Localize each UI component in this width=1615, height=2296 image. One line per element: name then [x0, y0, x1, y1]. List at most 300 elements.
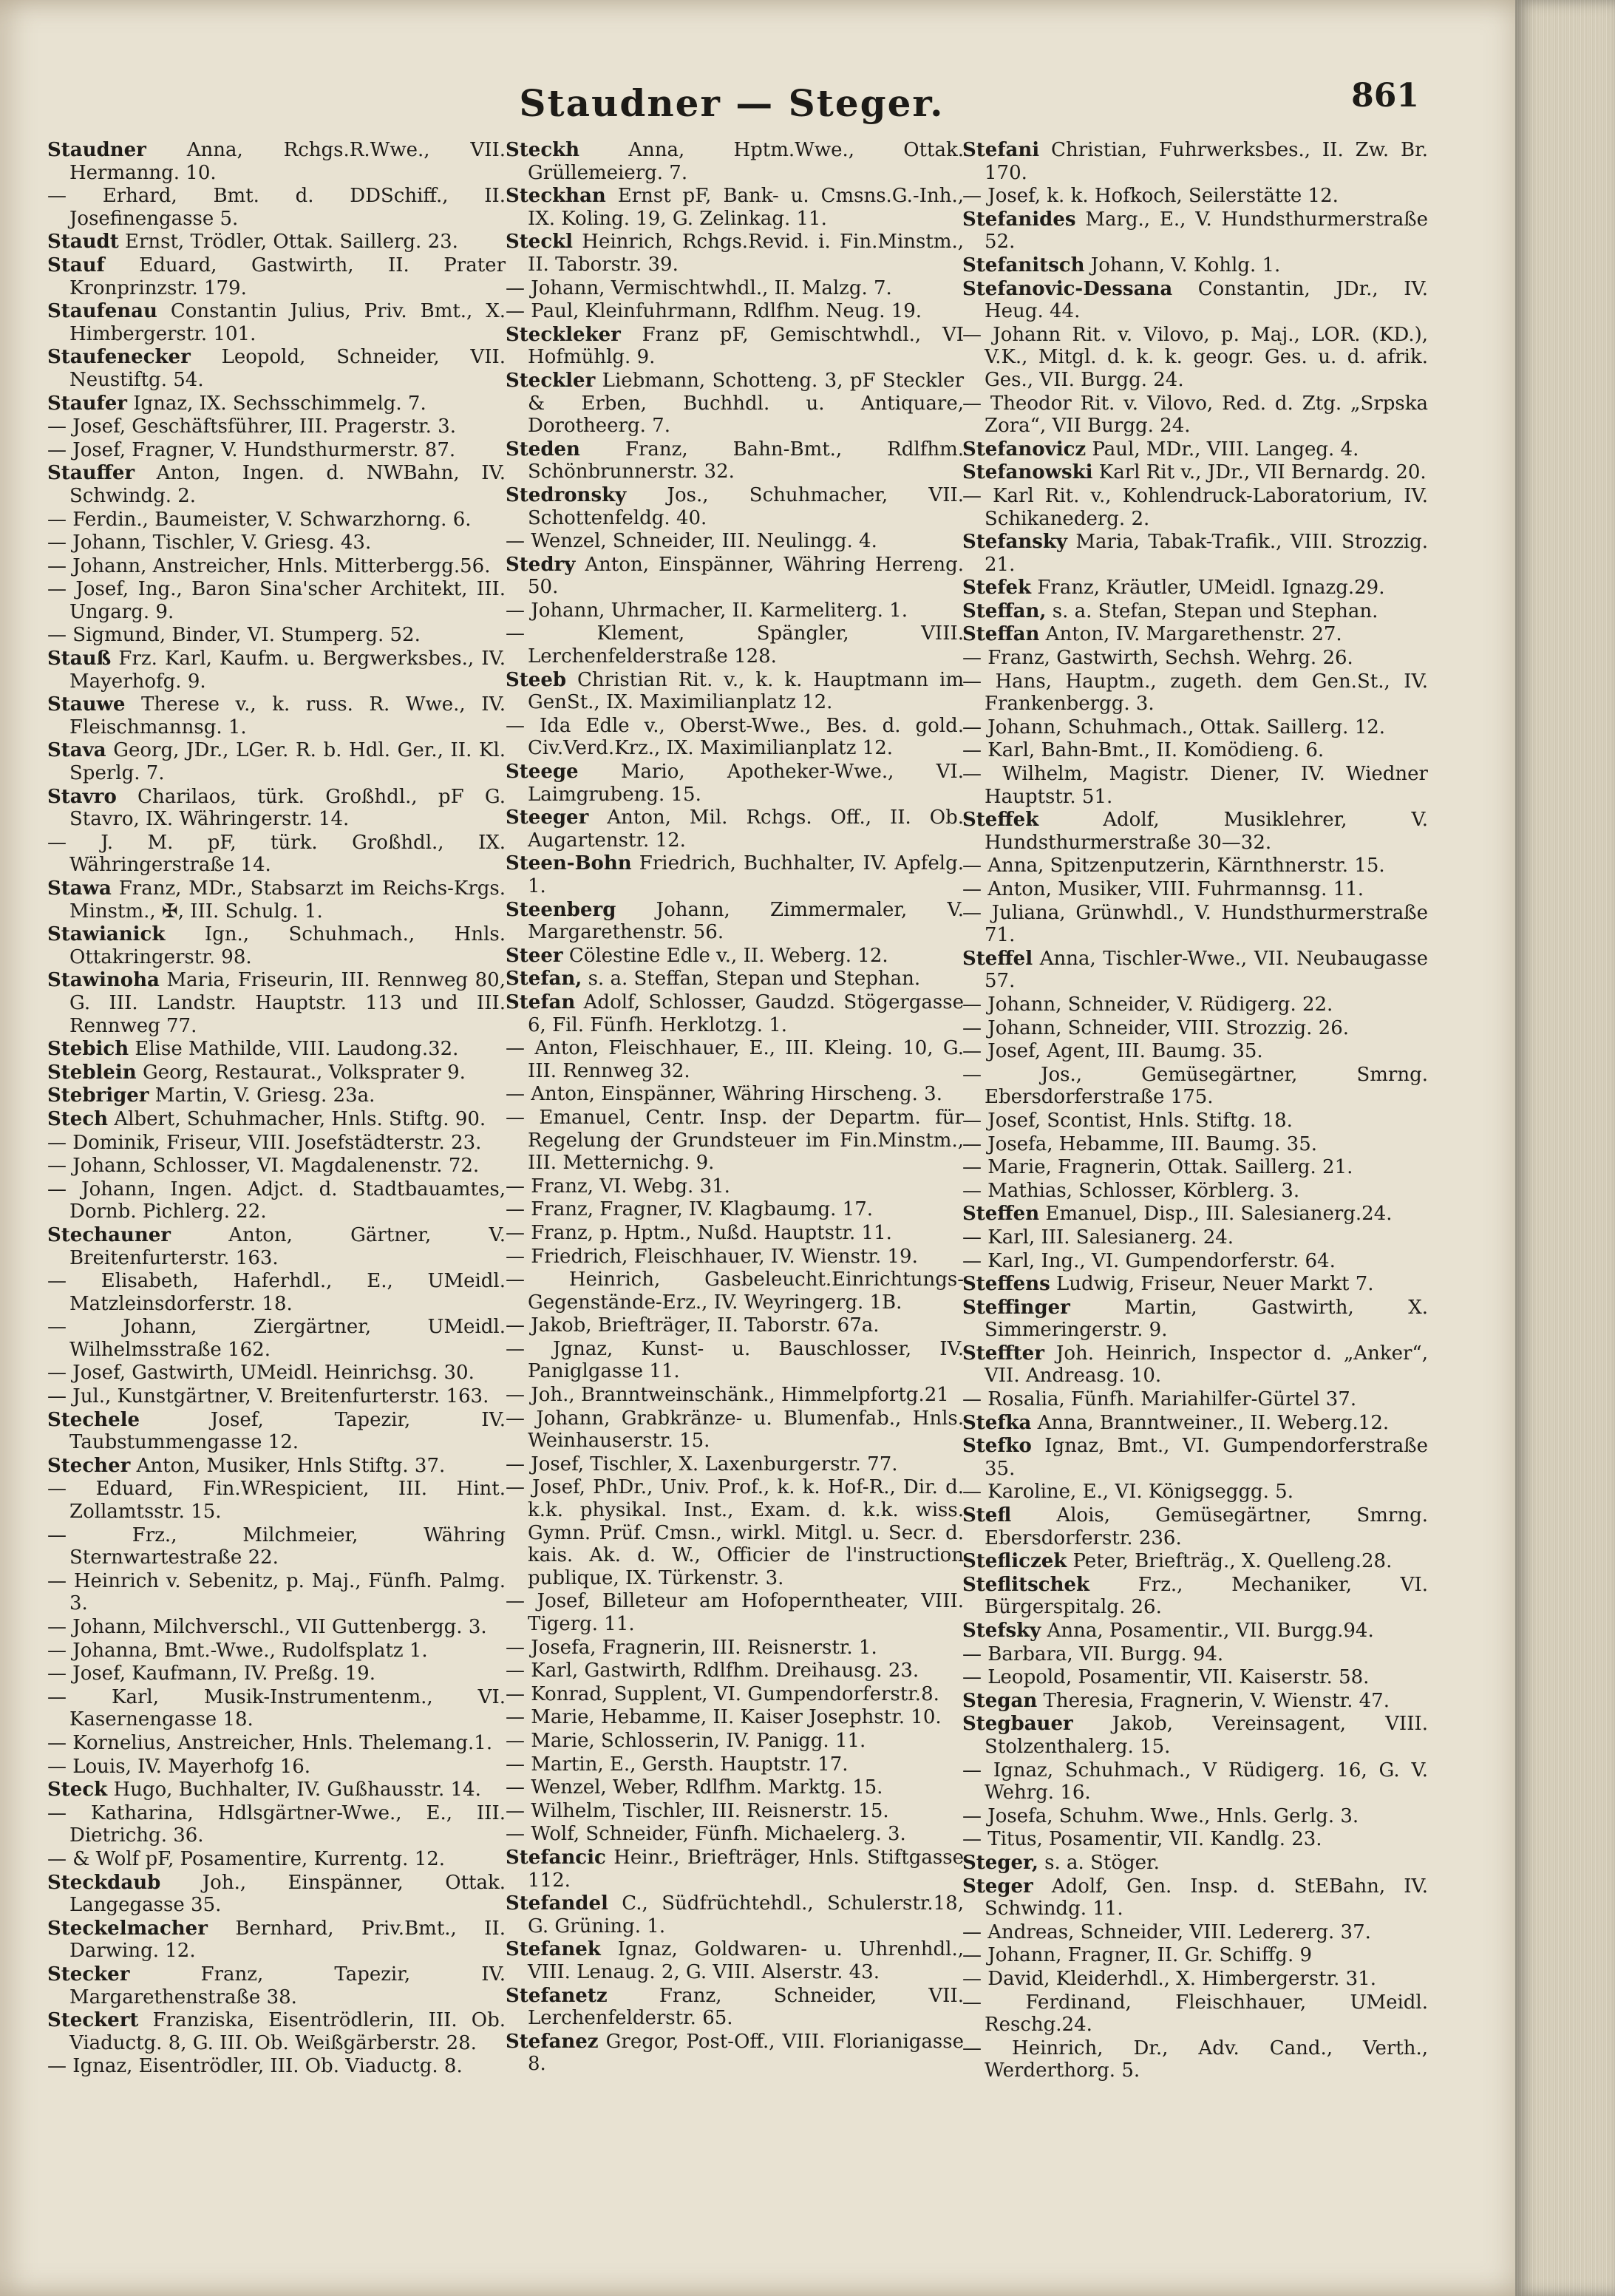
directory-entry — [47, 739, 506, 784]
entry-text: Ernst pF, Bank- u. Cmsns.G.-Inh., IX. Koling. 19, G. Zelinkag. 11. — [528, 185, 964, 230]
entry-text: Christian, Fuhrwerksbes., II. Zw. Br. 170. — [985, 139, 1428, 184]
entry-text: — Paul, Kleinfuhrmann, Rdlfhm. Neug. 19. — [506, 300, 922, 323]
entry-name: Stechele — [47, 1408, 140, 1431]
entry-text: Franz, MDr., Stabsarzt im Reichs-Krgs. Minstm., ✠, III. Schulg. 1. — [69, 877, 506, 923]
directory-entry — [506, 1453, 964, 1476]
directory-entry — [47, 1062, 506, 1084]
entry-text: — Joh., Branntweinschänk., Himmelpfortg.21 — [506, 1384, 949, 1407]
entry-text: — Josef, k. k. Hofkoch, Seilerstätte 12. — [962, 185, 1339, 208]
entry-text: Franz, Kräutler, UMeidl. Ignazg.29. — [1031, 577, 1385, 600]
entry-text: — Martin, E., Gersth. Hauptstr. 17. — [506, 1753, 849, 1776]
directory-entry — [962, 1180, 1428, 1203]
directory-entry — [962, 1342, 1428, 1388]
directory-entry — [47, 1918, 506, 1963]
directory-entry — [506, 1637, 964, 1660]
entry-text: — Wenzel, Weber, Rdlfhm. Marktg. 15. — [506, 1776, 883, 1799]
directory-entry — [47, 832, 506, 877]
entry-text: Franz pF, Gemischtwhdl., VI Hofmühlg. 9. — [528, 323, 964, 369]
directory-entry — [962, 1991, 1428, 2037]
entry-text: C., Südfrüchtehdl., Schulerstr.18, G. Grüning. 1. — [528, 1892, 964, 1937]
directory-entry — [47, 1178, 506, 1223]
directory-entry — [47, 1662, 506, 1685]
entry-text: Anna, Branntweiner., II. Weberg.12. — [1031, 1411, 1390, 1434]
directory-entry — [506, 1083, 964, 1106]
directory-entry — [506, 324, 964, 369]
entry-text: Jos., Schuhmacher, VII. Schottenfeldg. 40. — [528, 483, 964, 529]
entry-text: — Juliana, Grünwhdl., V. Hundsthurmerstraße 71. — [962, 901, 1428, 947]
entry-text: — Josef, Agent, III. Baumg. 35. — [962, 1040, 1263, 1063]
entry-text: — Barbara, VII. Burgg. 94. — [962, 1643, 1224, 1665]
entry-text: Franz, Schneider, VII. Lerchenfelderstr. 65. — [528, 1984, 964, 2030]
entry-name: Steeb — [506, 668, 567, 691]
entry-text: — Heinrich, Dr., Adv. Cand., Verth., Werderthorg. 5. — [962, 2037, 1428, 2082]
entry-name: Stefek — [962, 577, 1032, 600]
directory-entry — [47, 185, 506, 230]
entry-text: — Johann, Ziergärtner, UMeidl. Wilhelmsstraße 162. — [47, 1316, 506, 1361]
entry-text: — Dominik, Friseur, VIII. Josefstädterstr. 23. — [47, 1131, 482, 1154]
entry-text: Constantin Julius, Priv. Bmt., X. Himbergerstr. 101. — [69, 300, 506, 345]
directory-entry — [47, 462, 506, 507]
directory-entry — [962, 1250, 1428, 1273]
entry-name: Steck — [47, 1779, 108, 1801]
directory-entry — [47, 648, 506, 693]
entry-text: Ignaz, Goldwaren- u. Uhrenhdl., VIII. Lenaug. 2, G. VIII. Alserstr. 43. — [528, 1938, 964, 1983]
entry-name: Stawianick — [47, 923, 166, 946]
directory-entry — [962, 1805, 1428, 1828]
entry-text: — Wenzel, Schneider, III. Neulingg. 4. — [506, 530, 877, 553]
entry-text: — Ferdinand, Fleischhauer, UMeidl. Reschg.24. — [962, 1991, 1428, 2037]
directory-entry — [506, 1683, 964, 1706]
directory-entry — [506, 945, 964, 968]
entry-text: — Marie, Schlosserin, IV. Panigg. 11. — [506, 1729, 866, 1752]
entry-name: Steckleker — [506, 323, 621, 346]
entry-name: Stefanek — [506, 1938, 601, 1961]
entry-text: Anton, Mil. Rchgs. Off., II. Ob. Augartenstr. 12. — [528, 806, 964, 852]
directory-entry — [506, 139, 964, 184]
entry-name: Steger, — [962, 1851, 1038, 1874]
entry-text: — Josef, Fragner, V. Hundsthurmerstr. 87. — [47, 438, 456, 461]
entry-text: Anton, Einspänner, Währing Herreng. 50. — [528, 553, 964, 599]
entry-name: Steckl — [506, 231, 574, 254]
directory-entry — [506, 715, 964, 760]
entry-name: Stefancic — [506, 1846, 606, 1869]
directory-entry — [962, 1875, 1428, 1920]
entry-text: Franz, Bahn-Bmt., Rdlfhm. Schönbrunnerstr. 32. — [528, 438, 964, 483]
entry-text: s. a. Stefan, Stepan und Stephan. — [1046, 600, 1378, 622]
entry-name: Steffen — [962, 1203, 1040, 1226]
entry-name: Stauß — [47, 648, 112, 670]
entry-text: — Johann, Uhrmacher, II. Karmeliterg. 1. — [506, 599, 908, 622]
entry-name: Steffek — [962, 809, 1039, 832]
entry-name: Stauwe — [47, 693, 126, 716]
entry-name: Steege — [506, 761, 579, 784]
entry-text: — Johann Rit. v. Vilovo, p. Maj., LOR. (KD.), V.K., Mitgl. d. k. k. geogr. Ges. u. d. afrik. Ges., VII. Burgg. 24. — [962, 323, 1428, 391]
directory-entry — [962, 1828, 1428, 1851]
directory-entry — [47, 393, 506, 415]
directory-entry — [506, 554, 964, 599]
directory-entry — [506, 968, 964, 991]
entry-name: Stefandel — [506, 1892, 608, 1915]
entry-name: Steffan — [962, 623, 1040, 646]
directory-entry — [506, 185, 964, 230]
entry-text: Adolf, Gen. Insp. d. StEBahn, IV. Schwindg. 11. — [985, 1875, 1428, 1920]
directory-entry — [506, 669, 964, 714]
directory-entry — [962, 1133, 1428, 1156]
entry-name: Steckelmacher — [47, 1917, 208, 1940]
directory-entry — [506, 484, 964, 529]
entry-text: Bernhard, Priv.Bmt., II. Darwing. 12. — [69, 1917, 506, 1963]
entry-name: Stedry — [506, 553, 576, 576]
directory-entry — [506, 1268, 964, 1314]
directory-entry — [506, 1037, 964, 1082]
directory-entry — [962, 438, 1428, 461]
entry-text: — Elisabeth, Haferhdl., E., UMeidl. Matzleinsdorferstr. 18. — [47, 1270, 506, 1315]
entry-text: — Marie, Hebamme, II. Kaiser Josephstr. 10. — [506, 1706, 942, 1729]
entry-text: Martin, V. Griesg. 23a. — [149, 1084, 375, 1107]
entry-text: — Karl, III. Salesianerg. 24. — [962, 1226, 1234, 1249]
entry-text: Charilaos, türk. Großhdl., pF G. Stavro, IX. Währingerstr. 14. — [69, 785, 506, 831]
directory-entry — [47, 531, 506, 554]
entry-text: Constantin, JDr., IV. Heug. 44. — [985, 277, 1428, 323]
entry-text: — Jos., Gemüsegärtner, Smrng. Ebersdorferstraße 175. — [962, 1063, 1428, 1109]
entry-text: — Josef, Tischler, X. Laxenburgerstr. 77. — [506, 1453, 898, 1475]
entry-text: — Theodor Rit. v. Vilovo, Red. d. Ztg. „Srpska Zora“, VII Burgg. 24. — [962, 392, 1428, 438]
entry-text: Martin, Gastwirth, X. Simmeringerstr. 9. — [985, 1296, 1428, 1342]
directory-entry — [47, 1872, 506, 1917]
directory-entry — [506, 1107, 964, 1175]
entry-name: Stefliczek — [962, 1550, 1067, 1573]
directory-entry — [47, 1616, 506, 1639]
entry-text: Anna, Tischler-Wwe., VII. Neubaugasse 57. — [985, 947, 1428, 993]
directory-entry — [506, 1847, 964, 1892]
entry-text: Georg, JDr., LGer. R. b. Hdl. Ger., II. Kl. Sperlg. 7. — [69, 739, 506, 785]
entry-text: Paul, MDr., VIII. Langeg. 4. — [1086, 438, 1359, 461]
directory-entry — [962, 1620, 1428, 1643]
entry-name: Stefanetz — [506, 1984, 608, 2007]
directory-entry — [47, 1084, 506, 1107]
directory-entry — [962, 1297, 1428, 1342]
directory-entry — [506, 231, 964, 276]
entry-name: Stawa — [47, 877, 112, 900]
entry-text: — Ida Edle v., Oberst-Wwe., Bes. d. gold. Civ.Verd.Krz., IX. Maximilianplatz 12. — [506, 714, 964, 760]
directory-entry — [47, 1963, 506, 2008]
directory-entry — [47, 877, 506, 923]
entry-name: Stefan — [506, 991, 576, 1013]
directory-entry — [506, 1753, 964, 1776]
directory-entry — [47, 1802, 506, 1847]
entry-name: Stauffer — [47, 462, 135, 485]
directory-entry — [47, 1362, 506, 1385]
directory-entry — [962, 1388, 1428, 1411]
entry-text: Therese v., k. russ. R. Wwe., IV. Fleischmannsg. 1. — [69, 693, 506, 738]
entry-text: Johann, Zimmermaler, V. Margarethenstr. 56. — [528, 898, 964, 944]
entry-text: — Ignaz, Schuhmach., V Rüdigerg. 16, G. V. Wehrg. 16. — [962, 1759, 1428, 1804]
entry-name: Steffens — [962, 1273, 1050, 1296]
entry-text: — Johann, Anstreicher, Hnls. Mitterbergg.56. — [47, 554, 491, 577]
entry-text: — Heinrich v. Sebenitz, p. Maj., Fünfh. Palmg. 3. — [47, 1569, 506, 1615]
entry-name: Steden — [506, 438, 580, 461]
directory-entry — [47, 1038, 506, 1061]
page-header — [44, 71, 1419, 130]
entry-name: Steenberg — [506, 898, 616, 921]
entry-text: — Josef, Kaufmann, IV. Preßg. 19. — [47, 1662, 375, 1685]
entry-name: Stecker — [47, 1963, 130, 1986]
directory-entry — [962, 577, 1428, 600]
directory-entry — [506, 300, 964, 323]
entry-text: Franziska, Eisentrödlerin, III. Ob. Viaductg. 8, G. III. Ob. Weißgärberstr. 28. — [69, 2009, 506, 2054]
directory-entry — [506, 1776, 964, 1799]
entry-text: Joh., Einspänner, Ottak. Langegasse 35. — [69, 1871, 506, 1917]
directory-entry — [47, 2055, 506, 2078]
directory-entry — [47, 923, 506, 968]
entry-text: — Ferdin., Baumeister, V. Schwarzhorng. 6. — [47, 508, 472, 531]
directory-entry — [506, 1175, 964, 1198]
directory-entry — [506, 1938, 964, 1983]
entry-text: Frz., Mechaniker, VI. Bürgerspitalg. 26. — [985, 1573, 1428, 1619]
entry-name: Steffan, — [962, 600, 1047, 622]
directory-entry — [962, 485, 1428, 530]
directory-entry — [47, 1848, 506, 1871]
entry-text: — Konrad, Supplent, VI. Gumpendorferstr.8. — [506, 1682, 939, 1705]
entry-name: Staufenecker — [47, 346, 191, 369]
entry-name: Steckler — [506, 369, 596, 392]
directory-entry — [962, 1203, 1428, 1226]
directory-entry — [962, 1921, 1428, 1944]
entry-name: Stefansky — [962, 531, 1068, 554]
entry-text: Josef, Tapezir, IV. Taubstummengasse 12. — [69, 1408, 506, 1454]
directory-entry — [506, 1660, 964, 1682]
directory-entry — [962, 461, 1428, 484]
entry-text: Albert, Schuhmacher, Hnls. Stiftg. 90. — [108, 1107, 486, 1130]
directory-entry — [47, 2009, 506, 2054]
entry-name: Steckdaub — [47, 1871, 161, 1894]
directory-entry — [47, 1385, 506, 1408]
directory-entry — [506, 1407, 964, 1453]
entry-text: — Frz., Milchmeier, Währing Sternwartestraße 22. — [47, 1524, 506, 1569]
directory-entry — [47, 231, 506, 254]
entry-text: Karl Rit v., JDr., VII Bernardg. 20. — [1092, 461, 1427, 484]
entry-text: — Kornelius, Anstreicher, Hnls. Thelemang.1. — [47, 1731, 493, 1754]
directory-entry — [962, 1968, 1428, 1991]
directory-entry — [962, 1643, 1428, 1666]
directory-entry — [506, 1892, 964, 1937]
entry-name: Steckh — [506, 139, 580, 161]
directory-entry — [47, 415, 506, 438]
entry-text: — Heinrich, Gasbeleucht.Einrichtungs-Gegenstände-Erz., IV. Weyringerg. 1B. — [506, 1268, 964, 1314]
directory-entry — [506, 1985, 964, 2030]
entry-name: Stauf — [47, 254, 105, 276]
entry-name: Stefsky — [962, 1620, 1041, 1642]
entry-text: — Johann, Schneider, VIII. Strozzig. 26. — [962, 1016, 1349, 1039]
directory-entry — [962, 647, 1428, 670]
directory-entry — [47, 555, 506, 578]
directory-entry — [962, 855, 1428, 877]
directory-entry — [47, 1270, 506, 1315]
entry-name: Stawinoha — [47, 969, 160, 992]
directory-entry — [506, 530, 964, 553]
entry-name: Steflitschek — [962, 1573, 1090, 1596]
entry-text: — Josefa, Hebamme, III. Baumg. 35. — [962, 1132, 1318, 1155]
entry-text: — Johann, Schlosser, VI. Magdalenenstr. 72. — [47, 1155, 480, 1178]
entry-name: Steeger — [506, 806, 589, 829]
entry-text: — Johann, Fragner, II. Gr. Schiffg. 9 — [962, 1944, 1313, 1967]
directory-entry — [962, 763, 1428, 808]
directory-entry — [47, 1455, 506, 1478]
entry-name: Stefanitsch — [962, 254, 1085, 276]
entry-text: Marg., E., V. Hundsthurmerstraße 52. — [985, 208, 1428, 254]
directory-entry — [962, 1944, 1428, 1967]
directory-entry — [962, 1690, 1428, 1713]
directory-entry — [506, 1222, 964, 1245]
entry-text: — Johann, Vermischtwhdl., II. Malzg. 7. — [506, 276, 892, 299]
directory-entry — [506, 1198, 964, 1221]
entry-text: Adolf, Schlosser, Gaudzd. Stögergasse 6, Fil. Fünfh. Herklotzg. 1. — [528, 991, 964, 1036]
entry-text: Liebmann, Schotteng. 3, pF Steckler & Erben, Buchhdl. u. Antiquare, Dorotheerg. 7. — [528, 369, 964, 438]
directory-entry — [47, 509, 506, 531]
directory-entry — [962, 716, 1428, 739]
entry-text: — Emanuel, Centr. Insp. der Departm. für Regelung der Grundsteuer im Fin.Minstm., III. Metternichg. 9. — [506, 1106, 964, 1175]
directory-entry — [962, 1017, 1428, 1040]
directory-entry — [47, 1524, 506, 1569]
entry-text: — Hans, Hauptm., zugeth. dem Gen.St., IV. Frankenbergg. 3. — [962, 670, 1428, 716]
directory-entry — [962, 1273, 1428, 1296]
directory-entry — [47, 1478, 506, 1523]
directory-entry — [47, 624, 506, 647]
entry-name: Staufenau — [47, 300, 157, 323]
directory-entry — [962, 531, 1428, 576]
entry-name: Steckert — [47, 2009, 139, 2032]
directory-entry — [47, 254, 506, 299]
entry-text: — Johann, Milchverschl., VII Guttenbergg. 3. — [47, 1616, 487, 1638]
entry-name: Stebich — [47, 1038, 129, 1061]
directory-entry — [506, 277, 964, 300]
entry-text: — Sigmund, Binder, VI. Stumperg. 52. — [47, 624, 421, 647]
directory-entry — [962, 393, 1428, 438]
directory-entry — [506, 1476, 964, 1589]
entry-text: — Wilhelm, Tischler, III. Reisnerstr. 15. — [506, 1799, 889, 1822]
entry-name: Stefanovicz — [962, 438, 1087, 461]
directory-entry — [506, 806, 964, 852]
directory-entry — [47, 1409, 506, 1454]
entry-text: Anna, Posamentir., VII. Burgg.94. — [1041, 1620, 1374, 1642]
directory-entry — [962, 902, 1428, 947]
entry-text: — Josef, Ing., Baron Sina'scher Architekt, III. Ungarg. 9. — [47, 578, 506, 623]
entry-name: Steffel — [962, 947, 1033, 970]
directory-entry — [506, 761, 964, 806]
directory-entry — [962, 185, 1428, 208]
entry-text: — Josef, Gastwirth, UMeidl. Heinrichsg. 30. — [47, 1362, 475, 1385]
entry-text: — Karl, Bahn-Bmt., II. Komödieng. 6. — [962, 739, 1325, 762]
entry-name: Steckhan — [506, 185, 606, 208]
entry-text: — Josef, Scontist, Hnls. Stiftg. 18. — [962, 1109, 1293, 1132]
entry-text: Maria, Friseurin, III. Rennweg 80, G. III. Landstr. Hauptstr. 113 und III. Rennweg 77. — [69, 969, 506, 1037]
directory-entry — [962, 670, 1428, 716]
entry-text: — Eduard, Fin.WRespicient, III. Hint. Zollamtsstr. 15. — [47, 1478, 506, 1524]
entry-text: Alois, Gemüsegärtner, Smrng. Ebersdorferstr. 236. — [985, 1504, 1428, 1549]
directory-entry — [506, 600, 964, 622]
directory-entry — [47, 1570, 506, 1615]
entry-text: Georg, Restaurat., Volksprater 9. — [136, 1061, 466, 1084]
book-page-edges — [1515, 0, 1615, 2296]
entry-text: Joh. Heinrich, Inspector d. „Anker“, VII. Andreasg. 10. — [985, 1342, 1428, 1388]
entry-text: — Wolf, Schneider, Fünfh. Michaelerg. 3. — [506, 1823, 906, 1846]
entry-text: — Johann, Schneider, V. Rüdigerg. 22. — [962, 993, 1333, 1016]
page-number: 861 — [1351, 77, 1419, 115]
entry-name: Stefka — [962, 1411, 1032, 1434]
entry-name: Stefani — [962, 139, 1040, 161]
entry-name: Stefanides — [962, 208, 1076, 231]
entry-name: Stecher — [47, 1454, 131, 1477]
directory-entry — [962, 278, 1428, 323]
entry-text: — Johann, Ingen. Adjct. d. Stadtbauamtes, Dornb. Pichlerg. 22. — [47, 1178, 506, 1223]
directory-entry — [47, 786, 506, 831]
entry-text: — Franz, Fragner, IV. Klagbaumg. 17. — [506, 1198, 874, 1221]
entry-text: Ernst, Trödler, Ottak. Saillerg. 23. — [118, 231, 458, 254]
entry-text: Anton, IV. Margarethenstr. 27. — [1039, 623, 1342, 646]
entry-text: — Wilhelm, Magistr. Diener, IV. Wiedner Hauptstr. 51. — [962, 763, 1428, 808]
entry-name: Stefanowski — [962, 461, 1093, 484]
directory-entry — [962, 1040, 1428, 1063]
entry-name: Stegbauer — [962, 1713, 1073, 1736]
directory-entry — [962, 994, 1428, 1016]
entry-text: Anton, Musiker, Hnls Stiftg. 37. — [130, 1454, 446, 1477]
entry-name: Steer — [506, 944, 563, 967]
directory-entry — [962, 208, 1428, 254]
entry-text: Maria, Tabak-Trafik., VIII. Strozzig. 21. — [985, 531, 1428, 576]
directory-entry — [506, 1384, 964, 1407]
entry-text: — Leopold, Posamentir, VII. Kaiserstr. 58. — [962, 1666, 1370, 1689]
entry-text: Leopold, Schneider, VII. Neustiftg. 54. — [69, 346, 506, 391]
directory-entry — [47, 439, 506, 462]
directory-entry — [506, 622, 964, 668]
directory-entry — [47, 346, 506, 391]
entry-text: Mario, Apotheker-Wwe., VI. Laimgrubeng. 15. — [528, 761, 964, 806]
entry-text: Hugo, Buchhalter, IV. Gußhausstr. 14. — [107, 1779, 481, 1801]
directory-entry — [506, 1823, 964, 1846]
directory-entry — [506, 370, 964, 438]
entry-text: — Jul., Kunstgärtner, V. Breitenfurterstr. 163. — [47, 1385, 489, 1408]
directory-entry — [962, 1713, 1428, 1758]
entry-text: Heinr., Briefträger, Hnls. Stiftgasse 112. — [528, 1846, 964, 1892]
directory-entry — [962, 600, 1428, 623]
entry-name: Staufer — [47, 392, 127, 415]
entry-text: Heinrich, Rchgs.Revid. i. Fin.Minstm., II. Taborstr. 39. — [528, 231, 964, 276]
directory-entry — [962, 1156, 1428, 1179]
entry-text: — Rosalia, Fünfh. Mariahilfer-Gürtel 37. — [962, 1388, 1357, 1411]
entry-text: — Karl, Ing., VI. Gumpendorferstr. 64. — [962, 1249, 1336, 1272]
entry-name: Steen-Bohn — [506, 852, 632, 875]
column-1 — [47, 139, 506, 2079]
directory-entry — [47, 1732, 506, 1755]
entry-text: — Erhard, Bmt. d. DDSchiff., II. Josefinengasse 5. — [47, 185, 506, 230]
directory-entry — [962, 878, 1428, 901]
entry-text: s. a. Stöger. — [1038, 1851, 1160, 1874]
entry-name: Stech — [47, 1107, 109, 1130]
entry-text: — Johann, Tischler, V. Griesg. 43. — [47, 531, 372, 554]
directory-entry — [506, 1590, 964, 1635]
entry-text: — Karl, Musik-Instrumentenm., VI. Kasernengasse 18. — [47, 1685, 506, 1731]
entry-text: — Josef, Billeteur am Hofoperntheater, VIII. Tigerg. 11. — [506, 1590, 964, 1635]
entry-text: Franz, Tapezir, IV. Margarethenstraße 38. — [69, 1963, 506, 2008]
entry-text: — Katharina, Hdlsgärtner-Wwe., E., III. Dietrichg. 36. — [47, 1801, 506, 1847]
header-title: Staudner — Steger. — [519, 81, 945, 125]
directory-entry — [962, 1110, 1428, 1132]
directory-entry — [962, 1226, 1428, 1249]
directory-entry — [506, 1246, 964, 1268]
entry-text: Anna, Hptm.Wwe., Ottak. Grüllemeierg. 7. — [528, 139, 964, 184]
directory-entry — [47, 1316, 506, 1361]
entry-name: Steffinger — [962, 1296, 1070, 1319]
